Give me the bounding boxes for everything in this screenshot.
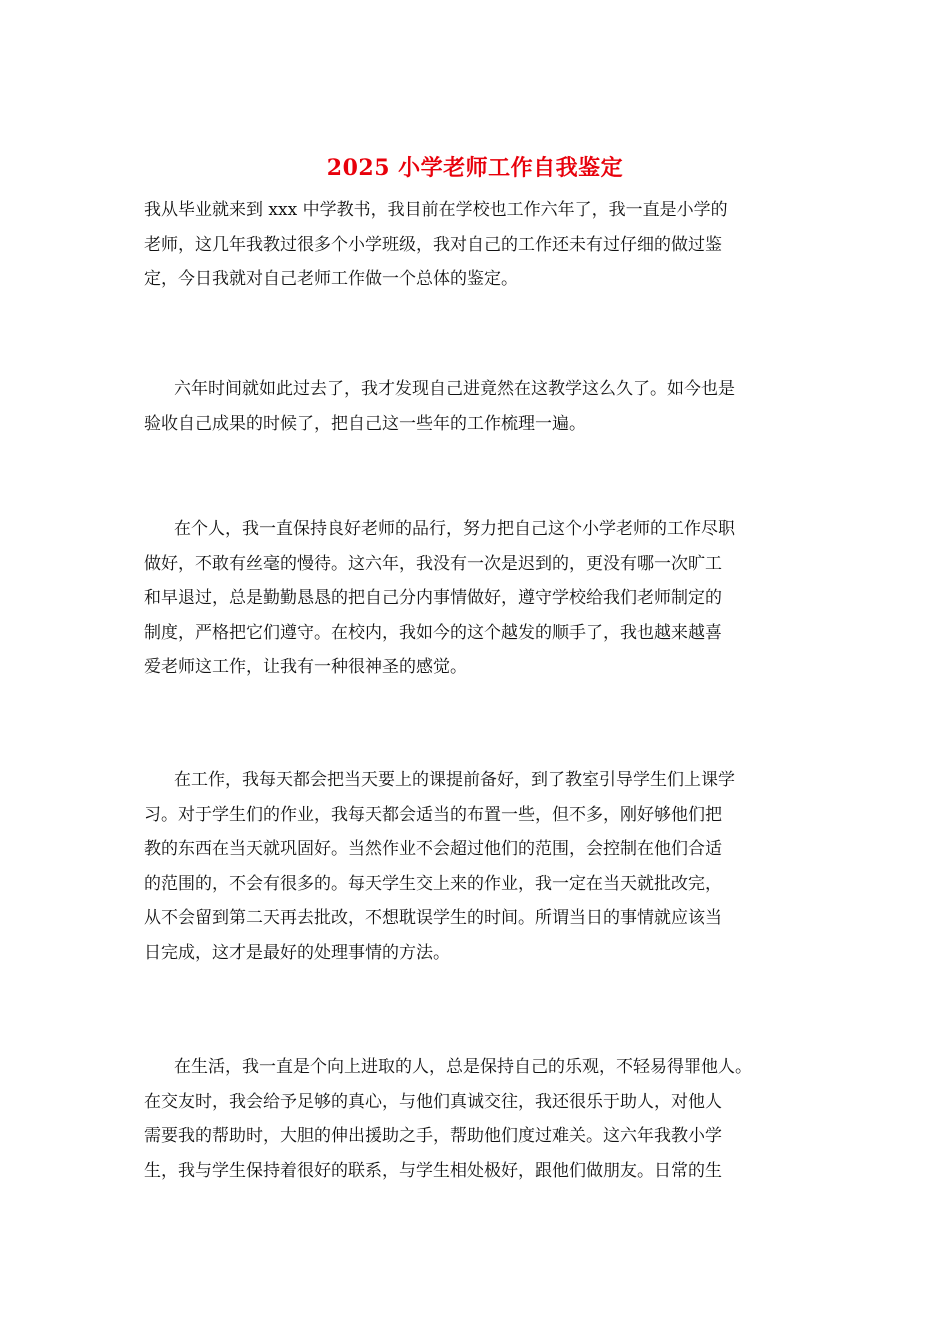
paragraph-personal (144, 512, 816, 685)
text-line: 验收自己成果的时候了，把自己这一些年的工作梳理一遍。 (144, 413, 586, 434)
text-line: 教的东西在当天就巩固好。当然作业不会超过他们的范围，会控制在他们合适 (144, 839, 722, 859)
text-line: 从不会留到第二天再去批改，不想耽误学生的时间。所谓当日的事情就应该当 (144, 908, 722, 928)
text-line: 我从毕业就来到 xxx 中学教书，我目前在学校也工作六年了，我一直是小学的 (144, 200, 728, 220)
text-line: 在交友时，我会给予足够的真心，与他们真诚交往，我还很乐于助人，对他人 (144, 1091, 722, 1112)
document-title: 2025 小学老师工作自我鉴定 (326, 155, 624, 181)
text-line: 需要我的帮助时，大胆的伸出援助之手，帮助他们度过难关。这六年我教小学 (144, 1126, 722, 1146)
text-line: 的范围的，不会有很多的。每天学生交上来的作业，我一定在当天就批改完， (144, 873, 722, 894)
text-line: 在工作，我每天都会把当天要上的课提前备好，到了教室引导学生们上课学 (174, 770, 735, 790)
text-line: 老师，这几年我教过很多个小学班级，我对自己的工作还未有过仔细的做过鉴 (144, 234, 722, 255)
text-line: 和早退过，总是勤勤恳恳的把自己分内事情做好，遵守学校给我们老师制定的 (144, 588, 722, 608)
text-line: 定，今日我就对自己老师工作做一个总体的鉴定。 (144, 269, 518, 289)
text-line: 爱老师这工作，让我有一种很神圣的感觉。 (144, 657, 467, 677)
text-line: 日完成，这才是最好的处理事情的方法。 (144, 942, 450, 963)
paragraph-six-years (144, 372, 816, 441)
text-line: 习。对于学生们的作业，我每天都会适当的布置一些，但不多，刚好够他们把 (144, 804, 722, 825)
paragraph-intro (144, 193, 816, 297)
text-line: 六年时间就如此过去了，我才发现自己进竟然在这教学这么久了。如今也是 (174, 379, 735, 399)
text-line: 生，我与学生保持着很好的联系，与学生相处极好，跟他们做朋友。日常的生 (144, 1160, 722, 1181)
paragraph-work (144, 763, 816, 970)
text-line: 做好，不敢有丝毫的慢待。这六年，我没有一次是迟到的，更没有哪一次旷工 (144, 553, 722, 574)
paragraph-life (144, 1050, 816, 1188)
text-line: 在个人，我一直保持良好老师的品行，努力把自己这个小学老师的工作尽职 (174, 519, 735, 539)
text-line: 在生活，我一直是个向上进取的人，总是保持自己的乐观，不轻易得罪他人。 (174, 1057, 752, 1077)
text-line: 制度，严格把它们遵守。在校内，我如今的这个越发的顺手了，我也越来越喜 (144, 622, 722, 643)
